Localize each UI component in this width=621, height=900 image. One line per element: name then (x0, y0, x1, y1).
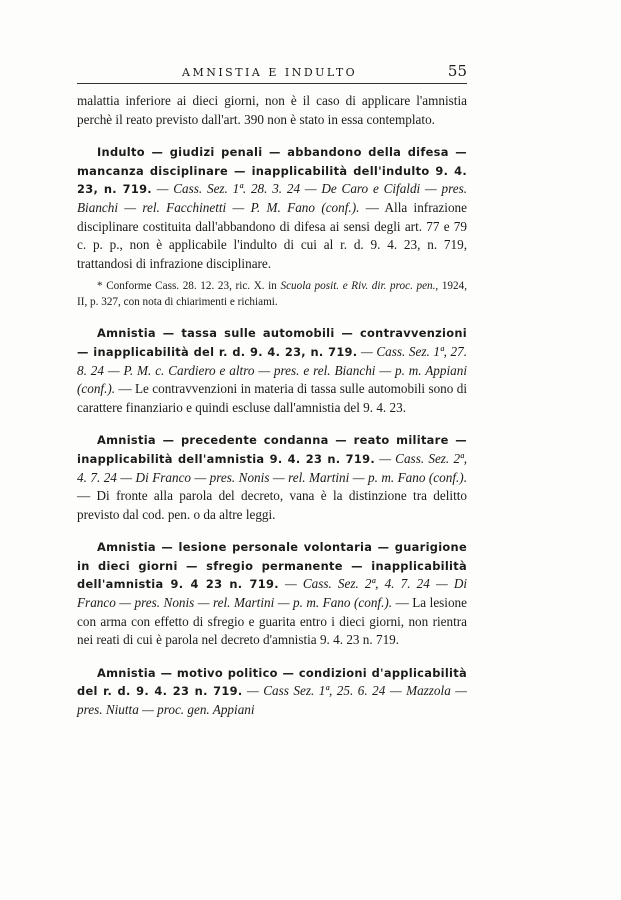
header-rule (77, 83, 467, 84)
entry-citation: — Cass. Sez. 1ª. 28. 3. 24 — De Caro e Cifaldi — pres. Bianchi — rel. Facchinetti — P. M. Fano (conf.). (77, 181, 468, 215)
entry-paragraph (77, 143, 467, 273)
entry-heading: Amnistia — precedente condanna — reato militare — inapplicabilità dell'amnistia 9. 4. 23 n. 719. (77, 433, 467, 466)
page-header (77, 64, 467, 86)
entry-citation: — Cass. Sez. 2ª, 4. 7. 24 — Di Franco — pres. Nonis — rel. Martini — p. m. Fano (conf.). (77, 450, 467, 485)
entry-citation: — Cass. Sez. 1ª, 27. 8. 24 — P. M. c. Cardiero e altro — pres. e rel. Bianchi — p. m. Appiani (conf.). (77, 343, 467, 397)
entry-heading: Amnistia — motivo politico — condizioni d'applicabilità del r. d. 9. 4. 23 n. 719. (77, 665, 467, 699)
entry-heading: Amnistia — lesione personale volontaria — guarigione in dieci giorni — sfregio permanente — inapplicabilità dell'amnistia 9. 4 23 n. 719. (77, 540, 467, 592)
entry-body: — Le contravvenzioni in materia di tassa sulle automobili sono di carattere finanziario e quindi escluse dall'amnistia del 9. 4. 23. (77, 381, 467, 415)
entry-citation: — Cass Sez. 1ª, 25. 6. 24 — Mazzola — pres. Niutta — proc. gen. Appiani (77, 683, 468, 718)
footnote (77, 278, 467, 310)
footnote-prefix: * Conforme Cass. 28. 12. 23, ric. X. in (97, 280, 277, 293)
entry-indulto-abbandono-difesa (77, 143, 467, 310)
entry-citation: — Cass. Sez. 2ª, 4. 7. 24 — Di Franco — pres. Nonis — rel. Martini — p. m. Fano (conf.). (77, 576, 468, 611)
entry-tassa-automobili (77, 324, 467, 417)
page-number: 55 (447, 62, 467, 80)
entry-heading: Amnistia — tassa sulle automobili — contravvenzioni — inapplicabilità del r. d. 9. 4. 23, n. 719. (77, 326, 467, 359)
footnote-journal: Scuola posit. e Riv. dir. proc. pen. (280, 280, 436, 293)
entry-heading: Indulto — giudizi penali — abbandono della difesa — mancanza disciplinare — inapplicabilità dell'indulto 9. 4. 23, n. 719. (77, 145, 467, 197)
intro-paragraph: malattia inferiore ai dieci giorni, non è il caso di applicare l'amnistia perchè il reato previsto dall'art. 390 non è stato in essa contemplato. (77, 93, 467, 127)
entry-precedente-condanna (77, 431, 467, 524)
running-head: AMNISTIA E INDULTO (182, 66, 358, 79)
footnote-suffix: , 1924, II, p. 327, con nota di chiarimenti e richiami. (77, 280, 467, 309)
entry-motivo-politico (77, 664, 467, 720)
page-body (77, 92, 467, 720)
entry-body: — Di fronte alla parola del decreto, vana è la distinzione tra delitto previsto dal cod. pen. o da altre leggi. (77, 488, 467, 522)
entry-lesione-personale (77, 538, 467, 650)
entry-body: — Alla infrazione disciplinare costituita dall'abbandono di difesa ai sensi degli art. 77 e 79 c. p. p., non è applicabile l'indulto di cui al r. d. 9. 4. 23, n. 719, trattandosi di infrazione disciplinare. (77, 199, 467, 271)
entry-body: — La lesione con arma con effetto di sfregio e guarita entro i dieci giorni, non rientra nei reati di cui è parola nel decreto d'amnistia 9. 4. 23 n. 719. (77, 595, 468, 648)
